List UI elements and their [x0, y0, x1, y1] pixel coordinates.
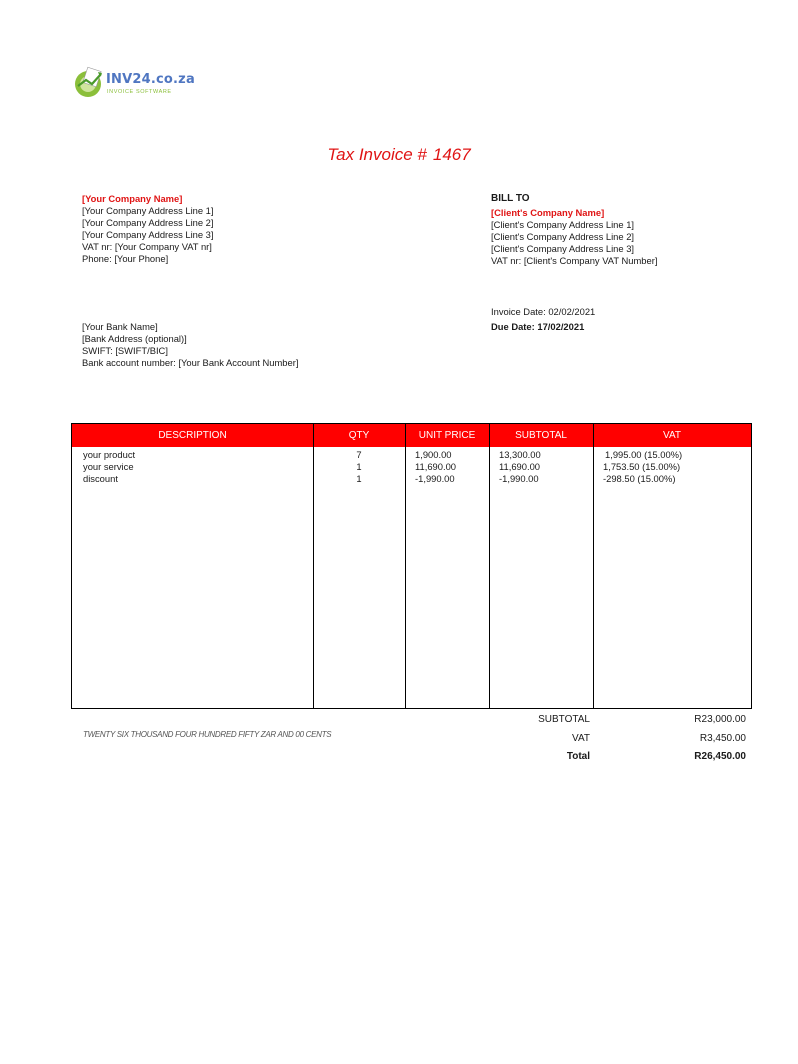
bank-line: [Bank Address (optional)] — [82, 333, 187, 344]
column-divider — [405, 424, 406, 708]
company-phone: Phone: [Your Phone] — [82, 253, 169, 264]
cell-vat: 1,753.50 (15.00%) — [603, 461, 681, 472]
cell-description: your service — [83, 461, 134, 472]
cell-unit-price: 1,900.00 — [415, 449, 452, 460]
cell-qty: 1 — [356, 461, 362, 472]
company-block — [82, 193, 214, 265]
client-line: [Client's Company Address Line 1] — [491, 219, 635, 230]
logo-name: INV24.co.za — [106, 72, 195, 87]
column-divider — [593, 424, 594, 708]
cell-unit-price: -1,990.00 — [415, 473, 455, 484]
cell-vat: 1,995.00 (15.00%) — [605, 449, 683, 460]
client-line: [Client's Company Address Line 3] — [491, 243, 635, 254]
bill-to-heading: BILL TO — [491, 193, 530, 204]
cell-subtotal: -1,990.00 — [499, 473, 539, 484]
amount-in-words: TWENTY SIX THOUSAND FOUR HUNDRED FIFTY ZAR AND 00 CENTS — [83, 730, 332, 739]
cell-vat: -298.50 (15.00%) — [603, 473, 676, 484]
company-line: [Your Company Address Line 1] — [82, 205, 214, 216]
company-name: [Your Company Name] — [82, 193, 183, 204]
total-value: R26,450.00 — [694, 751, 746, 762]
bank-line: SWIFT: [SWIFT/BIC] — [82, 345, 168, 356]
cell-subtotal: 13,300.00 — [499, 449, 541, 460]
cell-unit-price: 11,690.00 — [415, 461, 457, 472]
logo-tagline: INVOICE SOFTWARE — [107, 89, 172, 95]
company-vat: VAT nr: [Your Company VAT nr] — [82, 241, 212, 252]
bank-line: Bank account number: [Your Bank Account Number] — [82, 357, 299, 368]
client-vat: VAT nr: [Client's Company VAT Number] — [491, 255, 658, 266]
company-line: [Your Company Address Line 3] — [82, 229, 214, 240]
bill-to-block — [491, 193, 657, 267]
company-line: [Your Company Address Line 2] — [82, 217, 214, 228]
invoice-date: Invoice Date: 02/02/2021 — [491, 306, 596, 317]
subtotal-value: R23,000.00 — [694, 714, 746, 725]
invoice-title — [0, 145, 798, 165]
vat-value: R3,450.00 — [699, 733, 746, 744]
bank-block — [82, 321, 298, 369]
cell-qty: 7 — [356, 449, 362, 460]
cell-description: your product — [83, 449, 136, 460]
vat-label: VAT — [572, 733, 590, 744]
dates-block — [491, 306, 595, 333]
column-divider — [489, 424, 490, 708]
cell-description: discount — [83, 473, 118, 484]
invoice-title-label: Tax Invoice # — [327, 145, 427, 164]
header-unit-price: UNIT PRICE — [418, 430, 476, 441]
bank-line: [Your Bank Name] — [82, 321, 158, 332]
total-label: Total — [566, 751, 590, 762]
client-line: [Client's Company Address Line 2] — [491, 231, 635, 242]
items-table — [71, 423, 752, 709]
cell-qty: 1 — [356, 473, 362, 484]
header-description: DESCRIPTION — [158, 430, 227, 441]
subtotal-label: SUBTOTAL — [538, 714, 590, 725]
due-date: Due Date: 17/02/2021 — [491, 321, 585, 332]
company-logo — [72, 66, 195, 102]
header-subtotal: SUBTOTAL — [515, 430, 567, 441]
client-name: [Client's Company Name] — [491, 207, 605, 218]
table-header — [72, 424, 751, 447]
invoice-number: 1467 — [432, 145, 471, 164]
cell-subtotal: 11,690.00 — [499, 461, 541, 472]
logo-mark-icon — [72, 66, 104, 98]
header-vat: VAT — [663, 430, 681, 441]
header-qty: QTY — [348, 430, 370, 441]
